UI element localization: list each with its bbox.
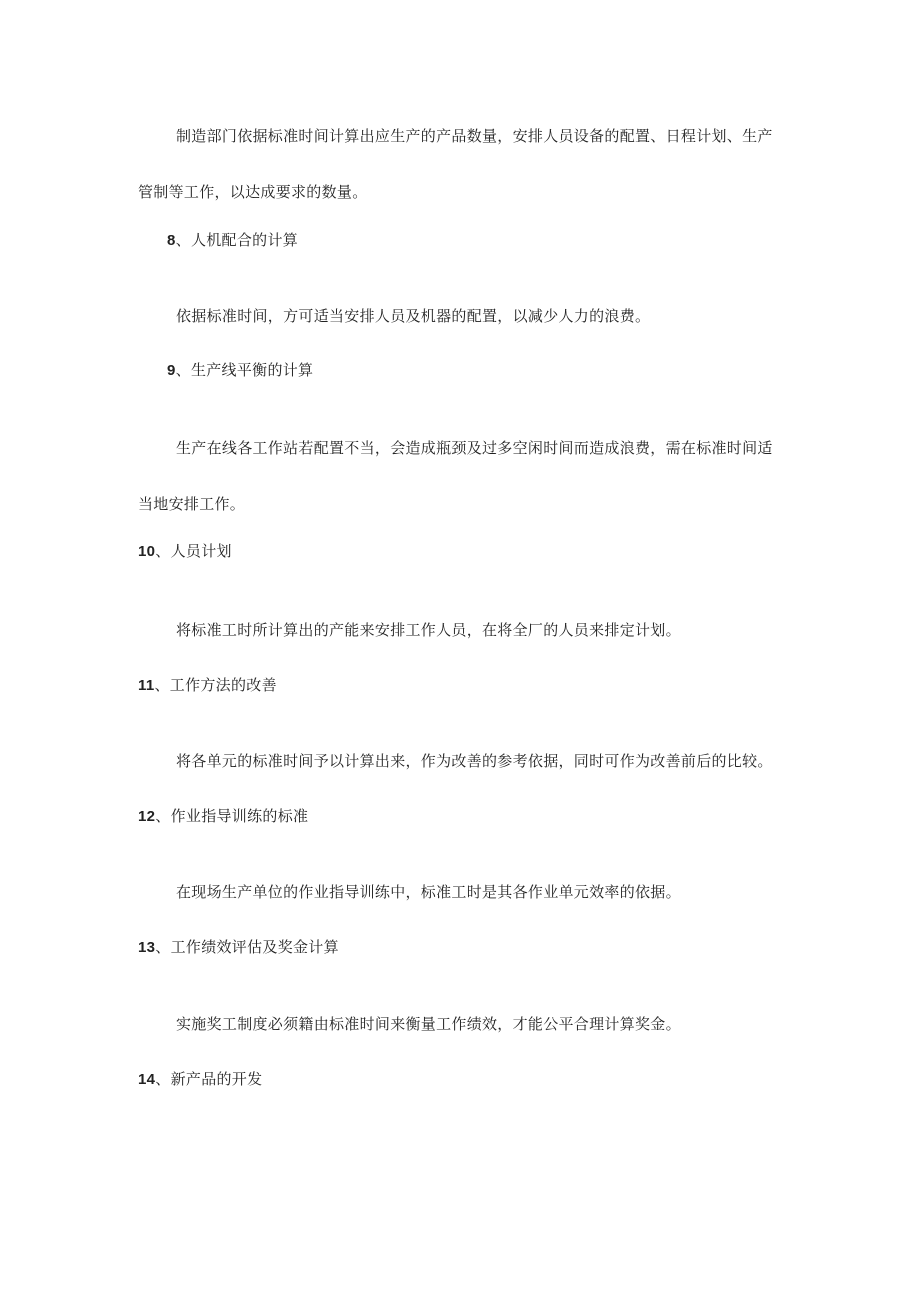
heading-9 [167, 358, 313, 383]
heading-title: 、生产线平衡的计算 [175, 361, 314, 379]
heading-title: 、人机配合的计算 [175, 231, 299, 249]
paragraph-training-standard: 在现场生产单位的作业指导训练中，标准工时是其各作业单元效率的依据。 [176, 883, 681, 901]
heading-11 [138, 673, 277, 698]
heading-title: 、工作方法的改善 [154, 676, 277, 694]
heading-number: 9 [167, 362, 176, 379]
paragraph-method-improvement: 将各单元的标准时间予以计算出来，作为改善的参考依据，同时可作为改善前后的比较。 [176, 752, 773, 770]
heading-number: 14 [138, 1071, 156, 1088]
paragraph-man-machine: 依据标准时间，方可适当安排人员及机器的配置，以减少人力的浪费。 [176, 307, 651, 325]
heading-number: 13 [138, 939, 156, 956]
heading-12 [138, 804, 308, 829]
heading-8 [167, 228, 298, 253]
paragraph-staff-plan: 将标准工时所计算出的产能来安排工作人员，在将全厂的人员来排定计划。 [176, 621, 681, 639]
heading-number: 10 [138, 543, 156, 560]
heading-title: 、新产品的开发 [155, 1070, 263, 1088]
heading-14 [138, 1067, 262, 1092]
paragraph-line-balance: 生产在线各工作站若配置不当，会造成瓶颈及过多空闲时间而造成浪费，需在标准时间适当地安排工作。 [138, 439, 773, 513]
heading-number: 12 [138, 808, 156, 825]
heading-number: 8 [167, 232, 176, 249]
heading-number: 11 [138, 677, 155, 694]
heading-10 [138, 539, 232, 564]
paragraph-performance-bonus: 实施奖工制度必须籍由标准时间来衡量工作绩效，才能公平合理计算奖金。 [176, 1015, 681, 1033]
heading-title: 、作业指导训练的标准 [155, 807, 309, 825]
heading-13 [138, 935, 339, 960]
paragraph-production-planning: 制造部门依据标准时间计算出应生产的产品数量，安排人员设备的配置、日程计划、生产管制等工作，以达成要求的数量。 [138, 127, 773, 201]
heading-title: 、人员计划 [155, 542, 232, 560]
heading-title: 、工作绩效评估及奖金计算 [155, 938, 339, 956]
